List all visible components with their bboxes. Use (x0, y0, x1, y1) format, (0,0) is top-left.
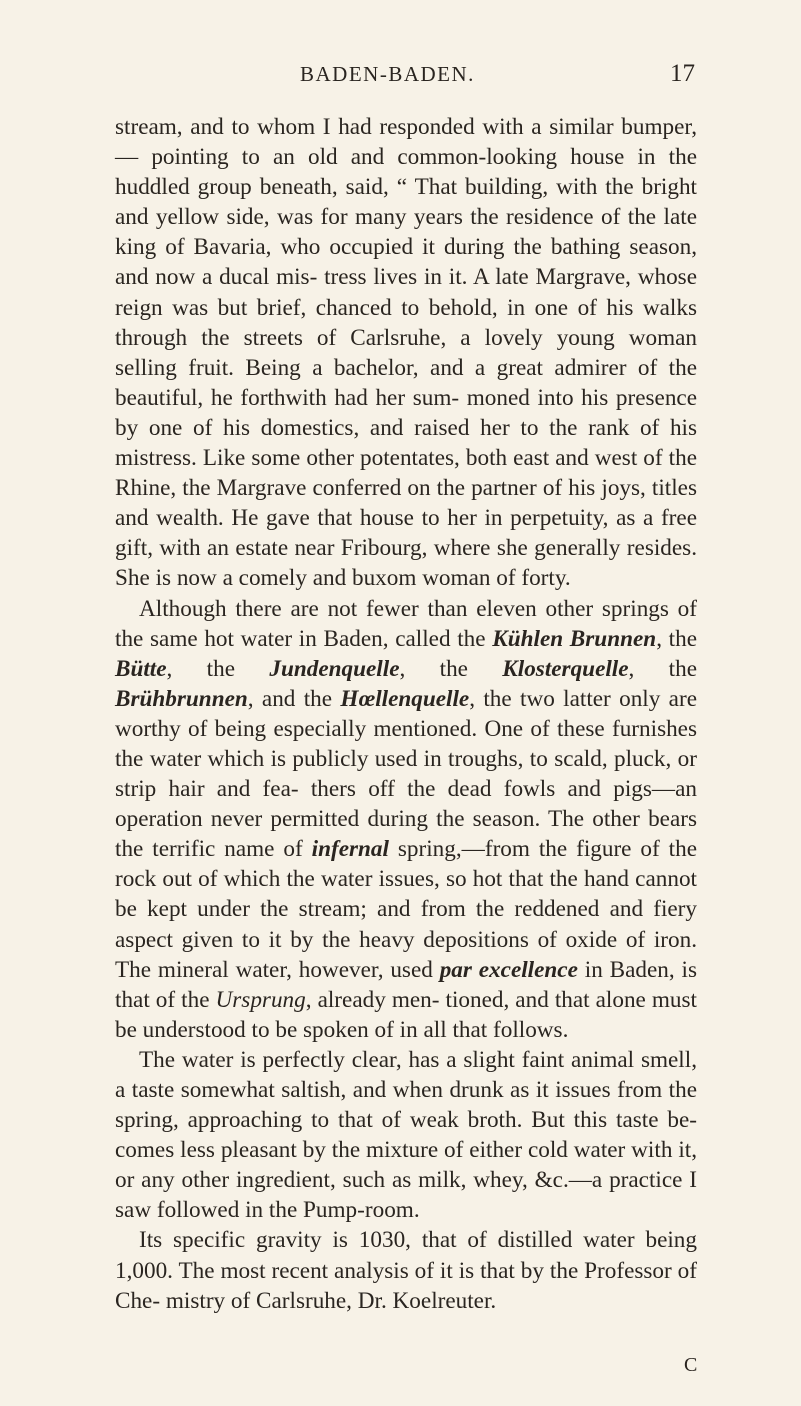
signature-mark: C (684, 1354, 698, 1376)
page-number: 17 (670, 60, 695, 87)
running-head (150, 62, 695, 92)
spring-name-kuhlen-brunnen: Kühlen Brunnen (492, 625, 657, 652)
spring-name-bruhbrunnen: Brühbrunnen (115, 685, 248, 712)
text-run: , already men- tioned, and that alone must be understood to be spoken of in all that follows. (115, 986, 697, 1043)
text-run: , the (399, 655, 503, 682)
spring-name-butte: Bütte (115, 655, 167, 682)
text-run: , the (166, 655, 270, 682)
spring-name-jundenquelle: Jundenquelle (269, 655, 400, 682)
running-title: BADEN-BADEN. (300, 62, 475, 86)
text-run: , the two latter only are worthy of being especially mentioned. One of these furnishes the water which is publicly used in troughs, to scald, pluck, or strip hair and fea- thers off the dead fowls and pigs—an operation never permitted during the season. The other bears the terrific name of (115, 685, 697, 863)
spring-name-klosterquelle: Klosterquelle (502, 655, 629, 682)
spring-name-hoellenquelle: Hœllenquelle (340, 685, 470, 712)
paragraph-3: The water is perfectly clear, has a slight faint animal smell, a taste somewhat saltish, and when drunk as it issues from the spring, approaching to that of weak broth. But this taste be- comes less pleasant by the mixture of either cold water with it, or any other ingredient, such as milk, whey, &c.—a practice I saw followed in the Pump-room. (115, 1046, 697, 1224)
text-run: , and the (247, 685, 341, 712)
paragraph-1: stream, and to whom I had responded with a similar bumper,— pointing to an old and common-looking house in the huddled group beneath, said, “ That building, with the bright and yellow side, was for many years the residence of the late king of Bavaria, who occupied it during the bathing season, and now a ducal mis- tress lives in it. A late Margrave, whose reign was but brief, chanced to behold, in one of his walks through the streets of Carlsruhe, a lovely young woman selling fruit. Being a bachelor, and a great admirer of the beautiful, he forthwith had her sum- moned into his presence by one of his domestics, and raised her to the rank of his mistress. Like some other potentates, both east and west of the Rhine, the Margrave conferred on the partner of his joys, titles and wealth. He gave that house to her in perpetuity, as a free gift, with an estate near Fribourg, where she generally resides. She is now a comely and buxom woman of forty. (115, 114, 697, 592)
text-run: Although there are not fewer than eleven other springs of the same hot water in Baden, called the (115, 595, 697, 652)
paragraph-4: Its specific gravity is 1030, that of distilled water being 1,000. The most recent analysis of it is that by the Professor of Che- mistry of Carlsruhe, Dr. Koelreuter. (115, 1227, 697, 1314)
term-par-excellence: par excellence (439, 956, 578, 983)
text-run: spring,—from the figure of the rock out of which the water issues, so hot that the hand cannot be kept under the stream; and from the reddened and fiery aspect given to it by the heavy depositions of oxide of iron. The mineral water, however, used (115, 836, 697, 983)
paragraph-2 (115, 594, 697, 1045)
body-text (115, 112, 697, 1316)
term-infernal: infernal (311, 836, 389, 863)
spring-name-ursprung: Ursprung (215, 986, 306, 1013)
text-run: in Baden, is that of the (115, 956, 697, 1013)
text-run: , the (656, 625, 697, 652)
text-run: , the (628, 655, 698, 682)
